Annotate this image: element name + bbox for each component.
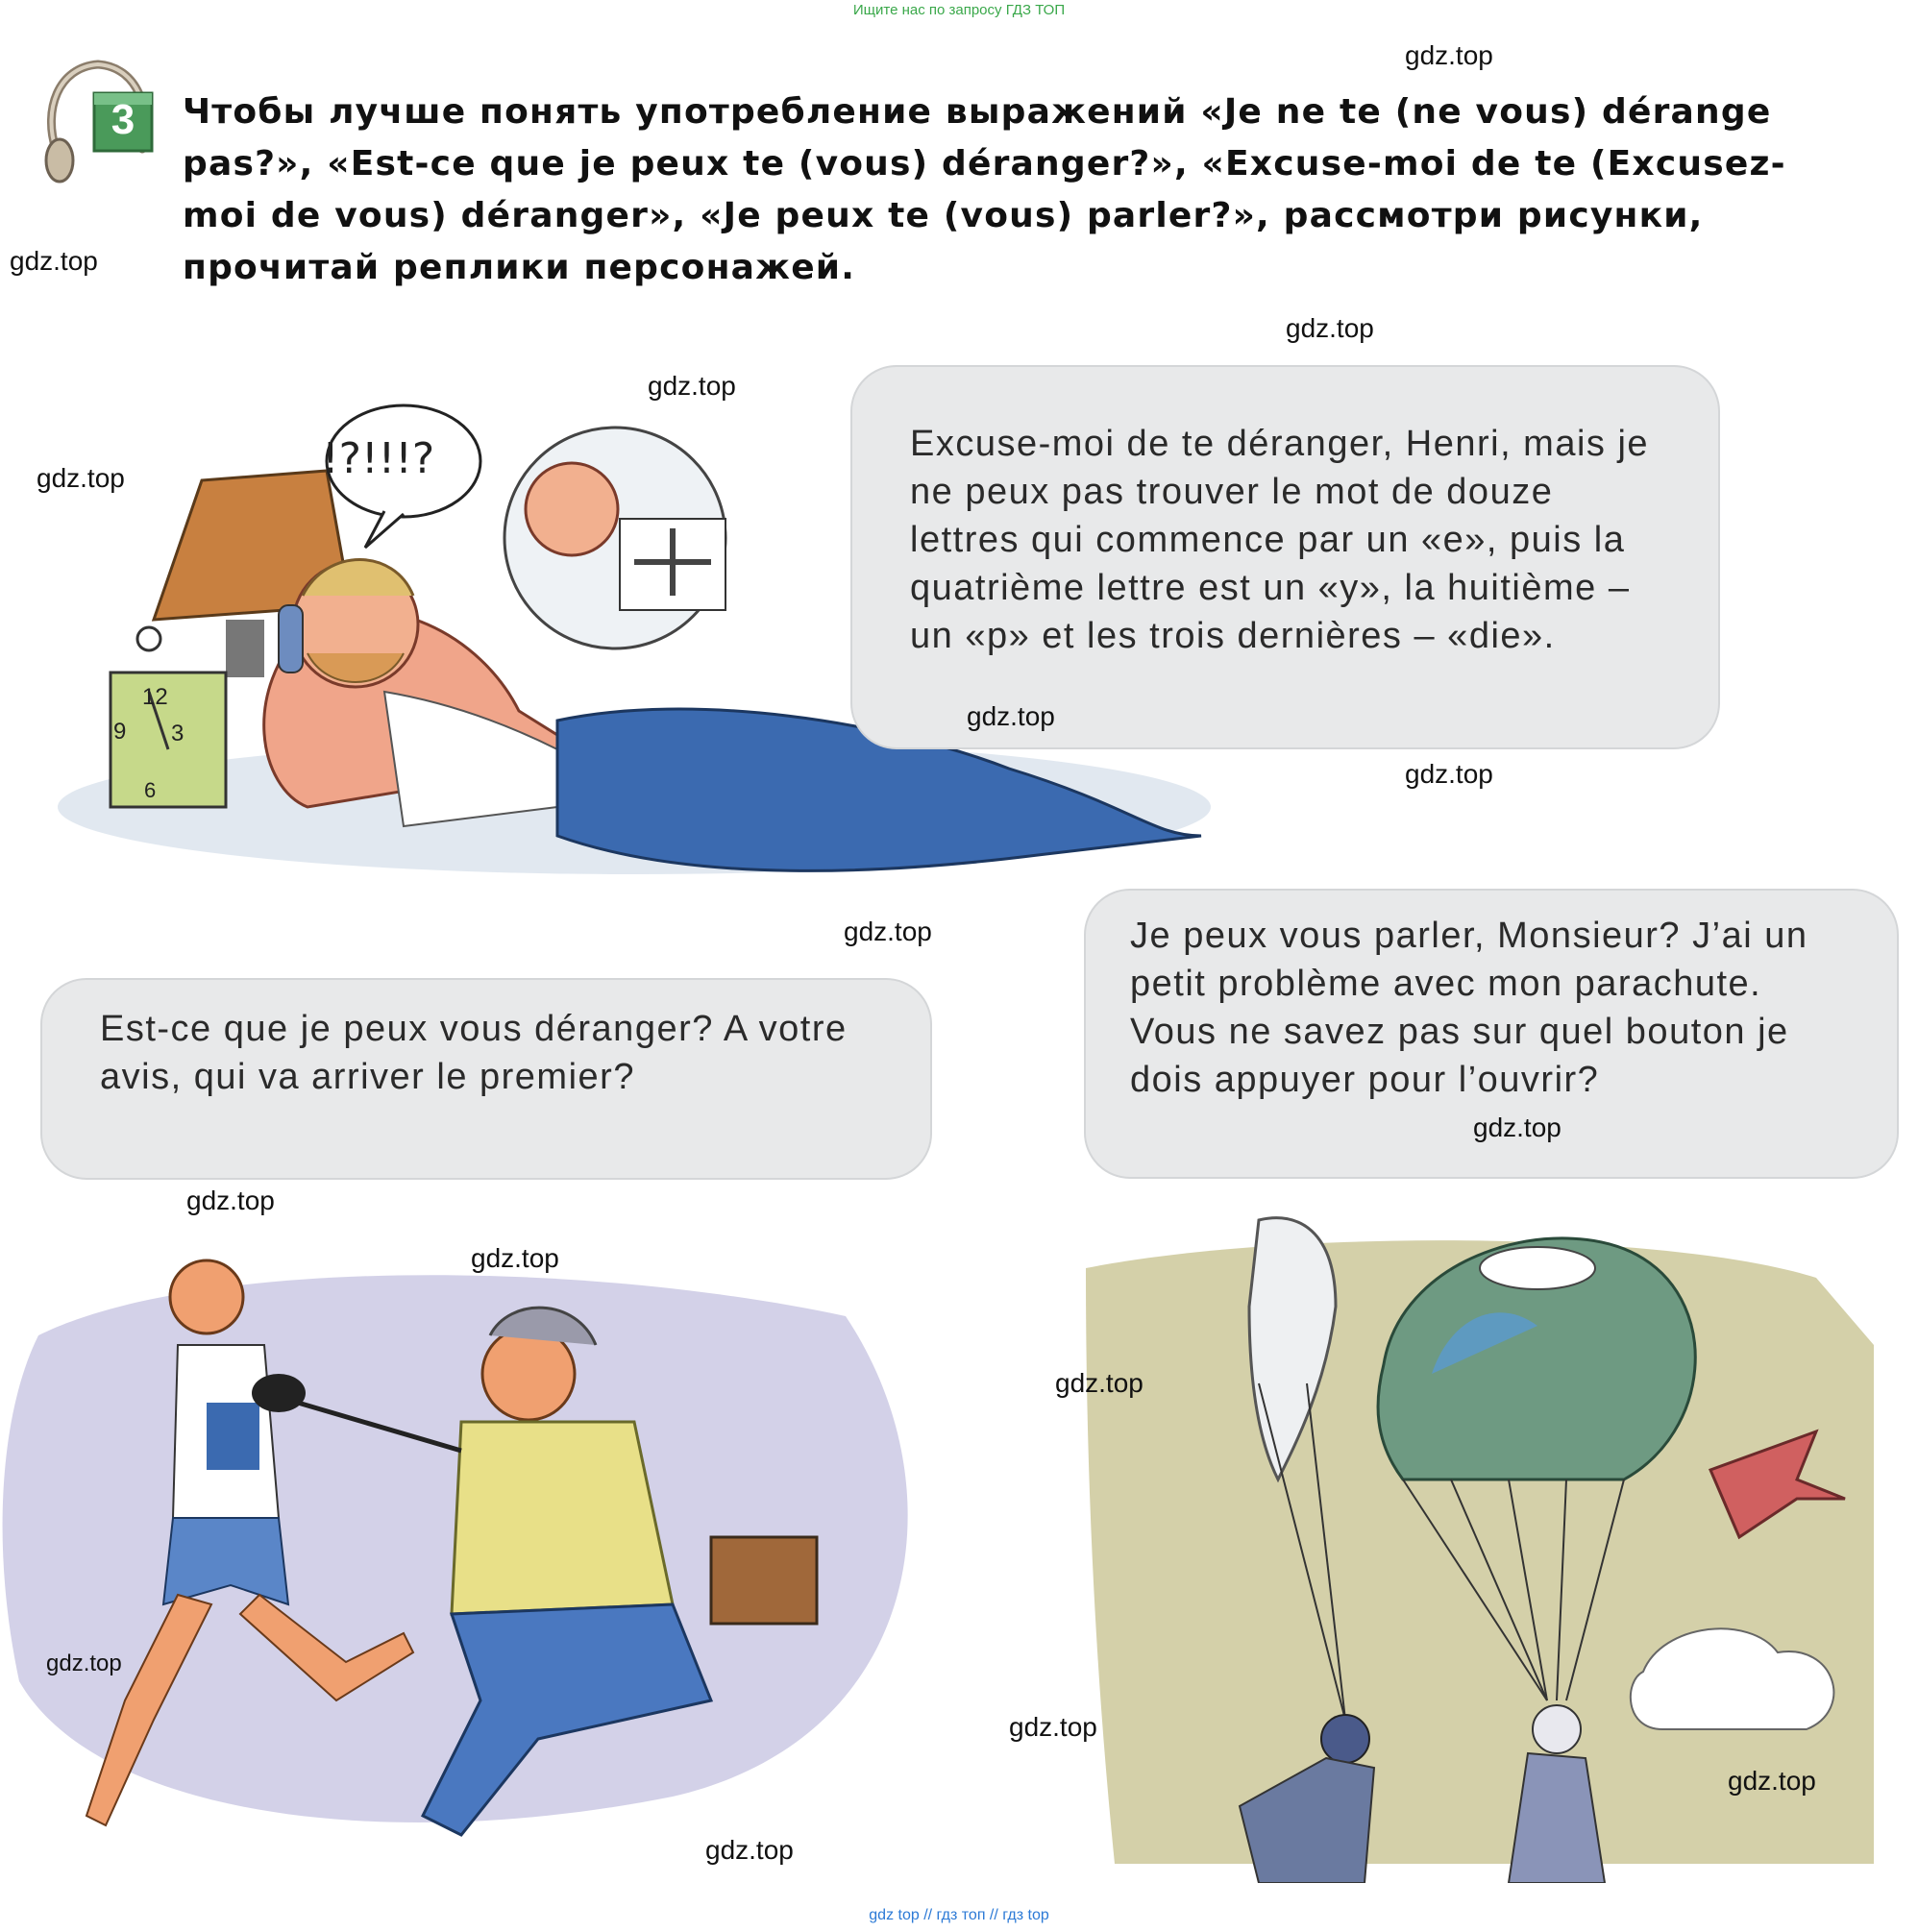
clock-12: 12 [142,684,168,710]
watermark: gdz.top [1405,759,1493,789]
speech-bubble-runner: Est-ce que je peux vous déranger? A votre avis, qui va arriver le premier? [40,978,932,1180]
watermark: gdz.top [1728,1766,1816,1796]
watermark: gdz.top [967,701,1055,731]
watermark: gdz.top [1055,1368,1143,1398]
clock-6: 6 [144,778,157,802]
watermark: gdz.top [471,1243,559,1273]
watermark: gdz.top [37,463,125,493]
top-banner[interactable]: Ищите нас по запросу ГДЗ ТОП [852,2,1066,18]
speech-bubble-parachute: Je peux vous parler, Monsieur? J’ai un petit problème avec mon parachute. Vous ne savez pas sur quel bouton je dois appuyer pour l’ouvrir? [1084,889,1899,1179]
watermark: gdz.top [1009,1712,1097,1742]
watermark: gdz.top [1405,40,1493,70]
watermark: gdz.top [705,1835,794,1865]
illustration-runner-reporter [0,1201,1076,1893]
watermark: gdz.top [1473,1113,1561,1142]
exercise-number: 3 [111,96,135,143]
watermark: gdz.top [10,246,98,276]
speech-bubble-phone: Excuse-moi de te déranger, Henri, mais je ne peux pas trouver le mot de douze lettres qui commence par un «e», puis la quatrième lettre est un «y», la huitième – un «p» et les trois dernières – «die». [850,365,1720,749]
watermark: gdz.top [186,1186,275,1215]
watermark: gdz.top [1286,313,1374,343]
instruction-text: Чтобы лучше понять употребление выражений «Je ne te (ne vous) dérange pas?», «Est-ce que je peux te (vous) déranger?», «Excuse-moi de te (Excusez-moi de vous) déranger», «Je peux te (vous) parler?», рассмотри рисунки, прочитай реплики персонажей. [183,92,1786,287]
watermark: gdz.top [844,917,932,946]
watermark: gdz.top [648,371,736,401]
footer[interactable]: gdz top // гдз топ // гдз top [869,1907,1049,1923]
thought-bubble-text: !?!!!? [322,434,435,483]
watermark: gdz.top [46,1651,122,1676]
clock-3: 3 [171,721,184,746]
clock-9: 9 [113,719,127,745]
